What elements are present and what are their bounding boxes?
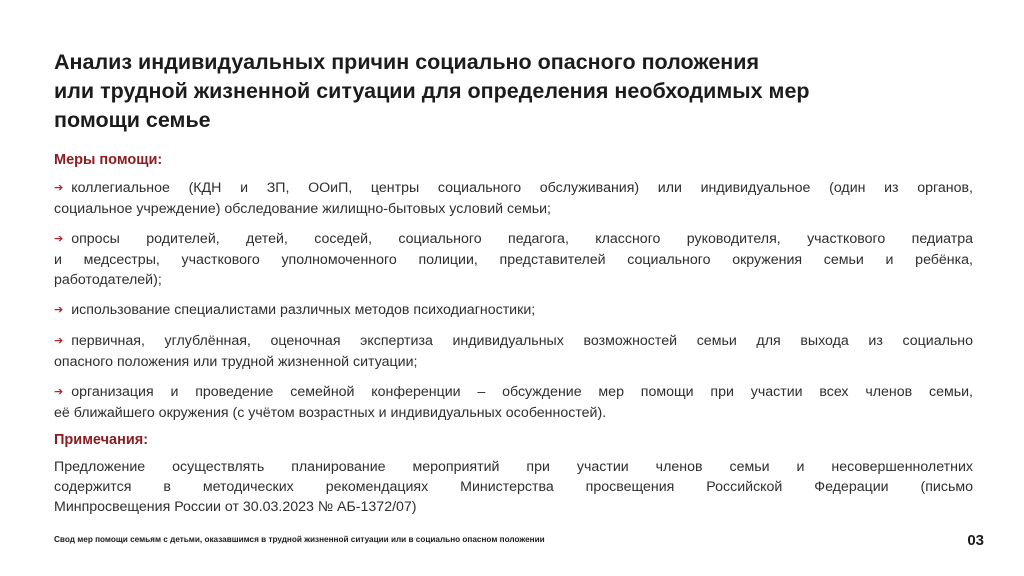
list-item-line: опасного положения или трудной жизненной ситуации; [54, 354, 418, 370]
list-item-text: первичная, углублённая, оценочная экспертиза индивидуальных возможностей семьи для выхода из социально [71, 333, 973, 349]
list-item-line [54, 229, 973, 250]
list-item-text: опросы родителей, детей, соседей, социального педагога, классного руководителя, участкового педиатра [71, 231, 973, 247]
arrow-right-icon: ➔ [54, 386, 64, 398]
list-item-line: и медсестры, участкового уполномоченного полиции, представителей социального окружения семьи и ребёнка, [54, 252, 973, 268]
list-item-text: организация и проведение семейной конференции – обсуждение мер помощи при участии всех членов семьи, [71, 384, 973, 400]
title-line: помощи семье [54, 108, 211, 132]
arrow-right-icon: ➔ [54, 182, 64, 194]
list-item-line: её ближайшего окружения (с учётом возрастных и индивидуальных особенностей). [54, 405, 607, 421]
title-line: или трудной жизненной ситуации для определения необходимых мер [54, 79, 810, 103]
notes-paragraph [54, 457, 973, 517]
title-line: Анализ индивидуальных причин социально опасного положения [54, 50, 760, 74]
footer-caption: Свод мер помощи семьям с детьми, оказавшимся в трудной жизненной ситуации или в социально опасном положении [54, 535, 545, 544]
list-item [54, 331, 973, 372]
measures-heading: Меры помощи: [54, 152, 163, 168]
notes-line: Предложение осуществлять планирование мероприятий при участии членов семьи и несовершеннолетних [54, 459, 973, 475]
list-item-line: социальное учреждение) обследование жилищно-бытовых условий семьи; [54, 201, 551, 217]
list-item-line: работодателей); [54, 272, 162, 288]
list-item [54, 382, 973, 423]
notes-line: Минпросвещения России от 30.03.2023 № АБ-1372/07) [54, 499, 417, 515]
list-item-text: коллегиальное (КДН и ЗП, ООиП, центры социального обслуживания) или индивидуальное (один из органов, [71, 180, 973, 196]
notes-line: содержится в методических рекомендациях Министерства просвещения Российской Федерации (письмо [54, 479, 973, 495]
list-item [54, 229, 973, 290]
page-number: 03 [967, 532, 984, 549]
arrow-right-icon: ➔ [54, 304, 64, 316]
arrow-right-icon: ➔ [54, 233, 64, 245]
slide-title [54, 48, 974, 135]
list-item-line [54, 300, 973, 321]
measures-list [54, 178, 973, 423]
arrow-right-icon: ➔ [54, 335, 64, 347]
list-item-line [54, 178, 973, 199]
list-item-line [54, 331, 973, 352]
slide-content [54, 150, 973, 517]
list-item-line [54, 382, 973, 403]
notes-heading: Примечания: [54, 432, 149, 448]
list-item [54, 178, 973, 219]
list-item-text: использование специалистами различных методов психодиагностики; [71, 302, 536, 318]
list-item [54, 300, 973, 321]
